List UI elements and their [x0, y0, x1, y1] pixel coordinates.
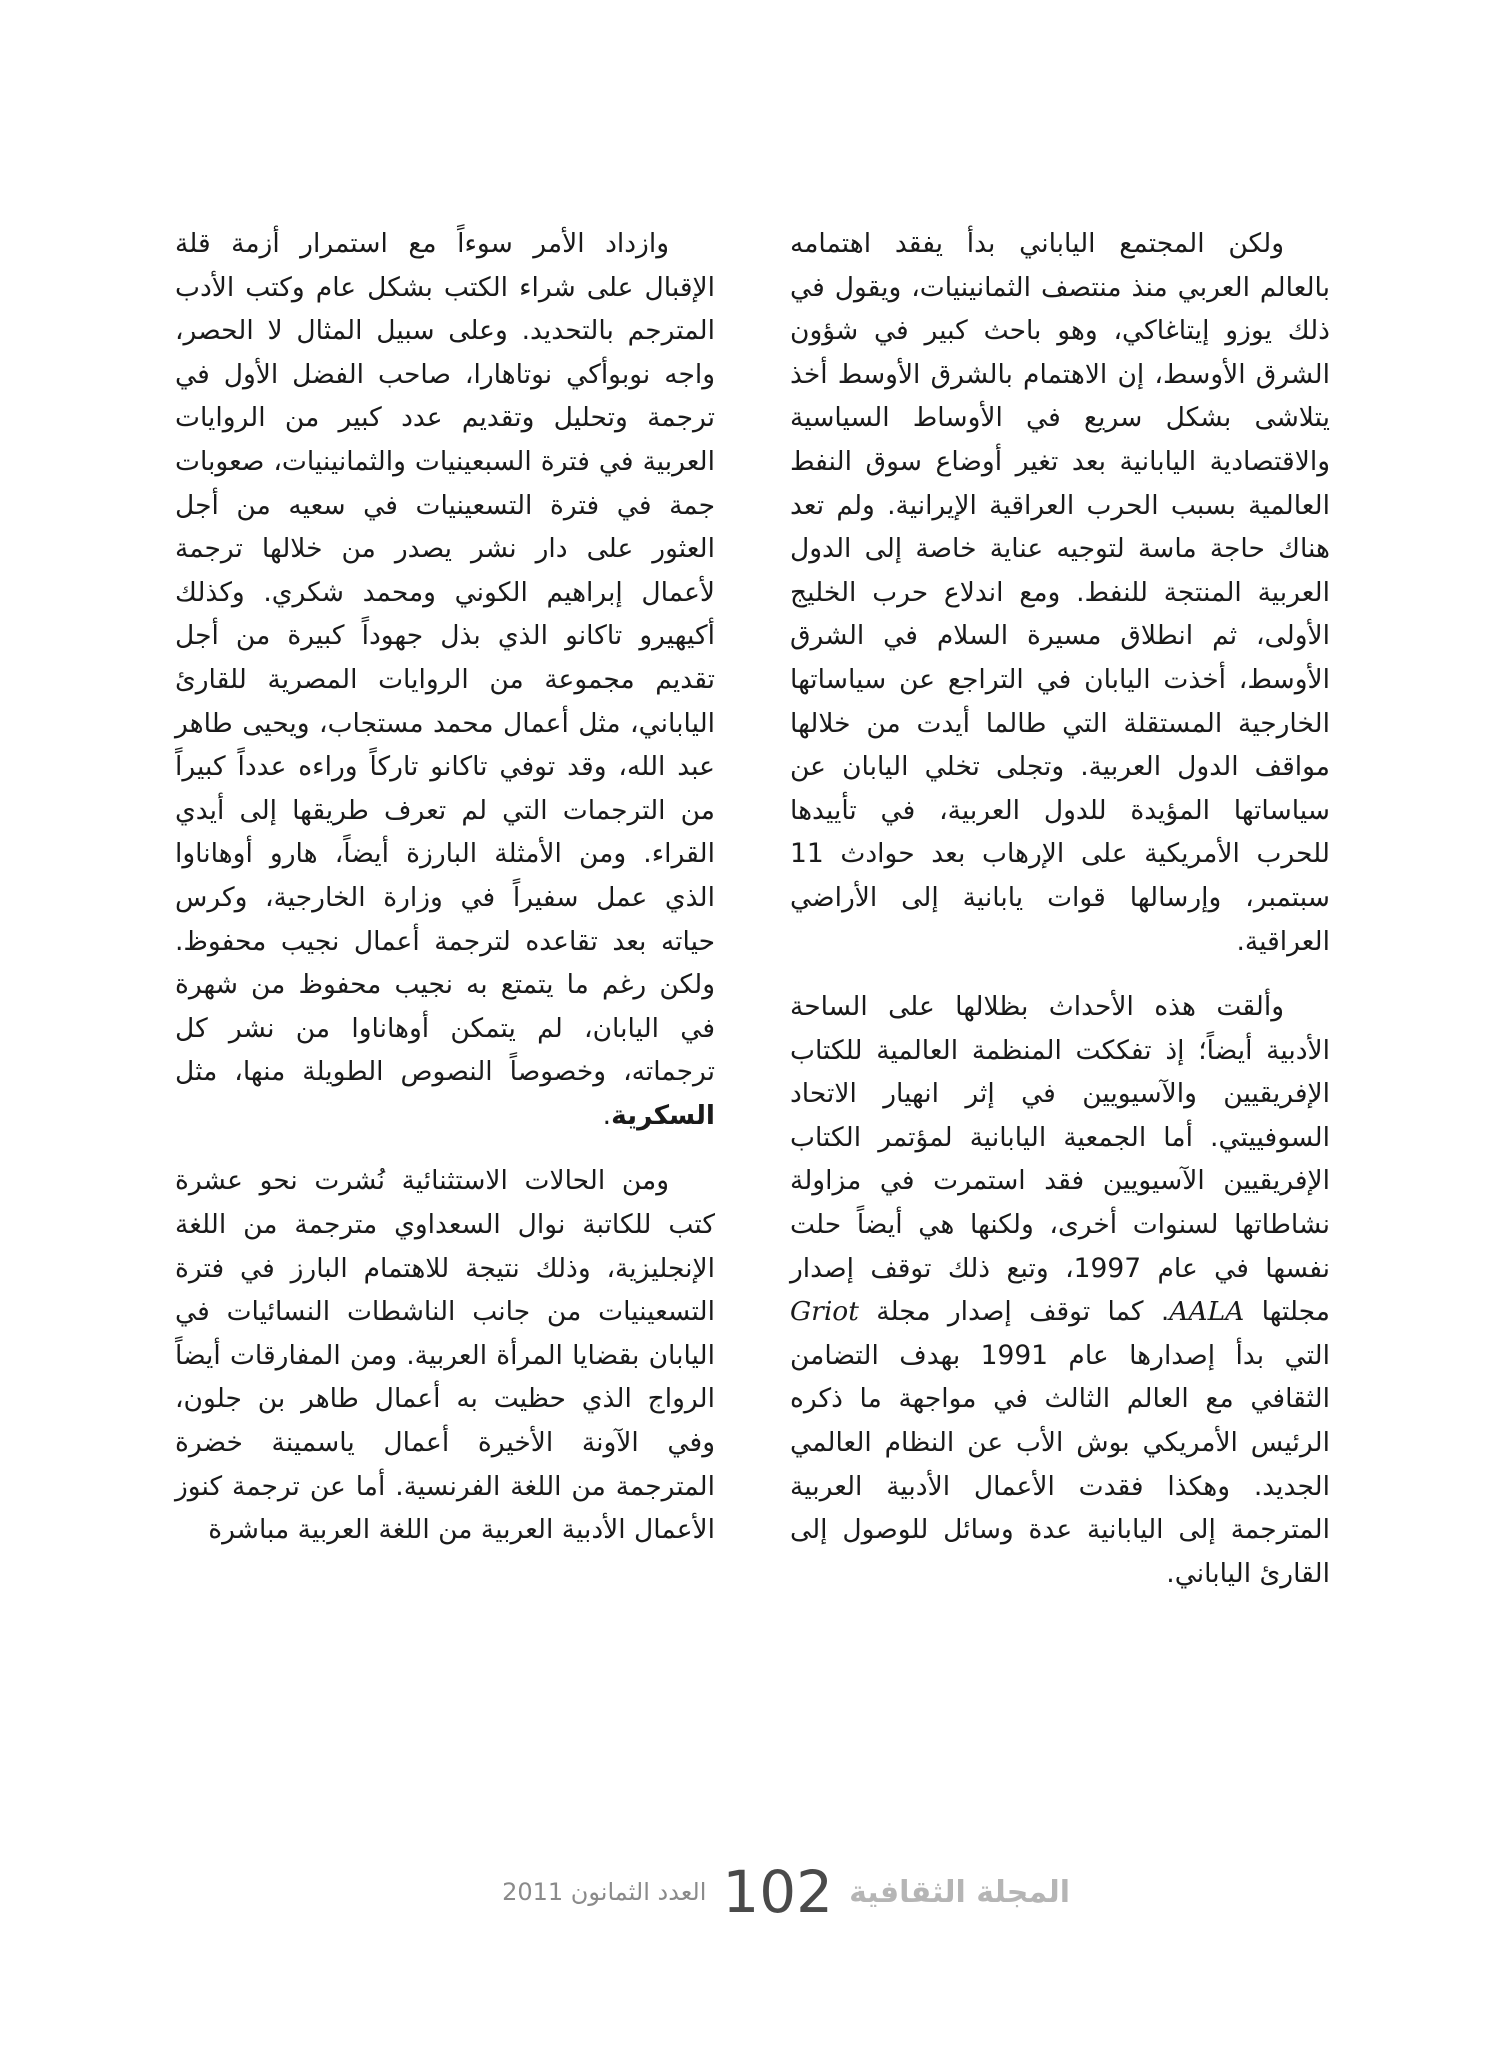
paragraph-text: وألقت هذه الأحداث بظلالها على الساحة الأدبية أيضاً؛ إذ تفككت المنظمة العالمية للكتاب الإفريقيين والآسيويين في إثر انهيار الاتحاد السوفييتي. أما الجمعية اليابانية لمؤتمر الكتاب الإفريقيين الآسيويين فقد استمرت في مزاولة نشاطاتها لسنوات أخرى، ولكنها هي أيضاً حلت نفسها في عام 1997، وتبع ذلك توقف إصدار مجلتها [790, 991, 1331, 1328]
paragraph [175, 222, 715, 1137]
paragraph: ولكن المجتمع الياباني بدأ يفقد اهتمامه بالعالم العربي منذ منتصف الثمانينيات، ويقول في ذلك يوزو إيتاغاكي، وهو باحث كبير في شؤون الشرق الأوسط، إن الاهتمام بالشرق الأوسط أخذ يتلاشى بشكل سريع في الأوساط السياسية والاقتصادية اليابانية بعد تغير أوضاع سوق النفط العالمية بسبب الحرب العراقية الإيرانية. ولم تعد هناك حاجة ماسة لتوجيه عناية خاصة إلى الدول العربية المنتجة للنفط. ومع اندلاع حرب الخليج الأولى، ثم انطلاق مسيرة السلام في الشرق الأوسط، أخذت اليابان في التراجع عن سياساتها الخارجية المستقلة التي طالما أيدت من خلالها مواقف الدول العربية. وتجلى تخلي اليابان عن سياساتها المؤيدة للدول العربية، في تأييدها للحرب الأمريكية على الإرهاب بعد حوادث 11 سبتمبر، وإرسالها قوات يابانية إلى الأراضي العراقية. [790, 228, 1330, 957]
page-footer [430, 1858, 1070, 1926]
left-column [175, 222, 715, 1552]
magazine-name: المجلة الثقافية [849, 1874, 1070, 1910]
journal-name-griot: Griot [790, 1296, 859, 1328]
paragraph-text: وازداد الأمر سوءاً مع استمرار أزمة قلة الإقبال على شراء الكتب بشكل عام وكتب الأدب المترجم بالتحديد. وعلى سبيل المثال لا الحصر، واجه نوبوأكي نوتاهارا، صاحب الفضل الأول في ترجمة وتحليل وتقديم عدد كبير من الروايات العربية في فترة السبعينيات والثمانينيات، صعوبات جمة في فترة التسعينيات في سعيه من أجل العثور على دار نشر يصدر من خلالها ترجمة لأعمال إبراهيم الكوني ومحمد شكري. وكذلك أكيهيرو تاكانو الذي بذل جهوداً كبيرة من أجل تقديم مجموعة من الروايات المصرية للقارئ الياباني، مثل أعمال محمد مستجاب، ويحيى طاهر عبد الله، وقد توفي تاكانو تاركاً وراءه عدداً كبيراً من الترجمات التي لم تعرف طريقها إلى أيدي القراء. ومن الأمثلة البارزة أيضاً، هارو أوهاناوا الذي عمل سفيراً في وزارة الخارجية، وكرس حياته بعد تقاعده لترجمة أعمال نجيب محفوظ. ولكن رغم ما يتمتع به نجيب محفوظ من شهرة في اليابان، لم يتمكن أوهاناوا من نشر كل ترجماته، وخصوصاً النصوص الطويلة منها، مثل [175, 228, 715, 1088]
paragraph-text: . [602, 1099, 612, 1131]
paragraph [790, 985, 1330, 1595]
page-number: 102 [722, 1858, 834, 1926]
paragraph-text: التي بدأ إصدارها عام 1991 بهدف التضامن الثقافي مع العالم الثالث في مواجهة ما ذكره الرئيس الأمريكي بوش الأب عن النظام العالمي الجديد. وهكذا فقدت الأعمال الأدبية العربية المترجمة إلى اليابانية عدة وسائل للوصول إلى القارئ الياباني. [790, 1339, 1330, 1589]
paragraph: ومن الحالات الاستثنائية نُشرت نحو عشرة كتب للكاتبة نوال السعداوي مترجمة من اللغة الإنجليزية، وذلك نتيجة للاهتمام البارز في فترة التسعينيات من جانب الناشطات النسائيات في اليابان بقضايا المرأة العربية. ومن المفارقات أيضاً الرواج الذي حظيت به أعمال طاهر بن جلون، وفي الآونة الأخيرة أعمال ياسمينة خضرة المترجمة من اللغة الفرنسية. أما عن ترجمة كنوز الأعمال الأدبية العربية من اللغة العربية مباشرة [175, 1165, 715, 1546]
right-column [790, 222, 1330, 1595]
novel-title: السكرية [611, 1099, 715, 1131]
issue-label: العدد الثمانون 2011 [502, 1878, 707, 1906]
paragraph-text: . كما توقف إصدار مجلة [876, 1296, 1170, 1328]
journal-name-aala: AALA [1169, 1296, 1245, 1328]
